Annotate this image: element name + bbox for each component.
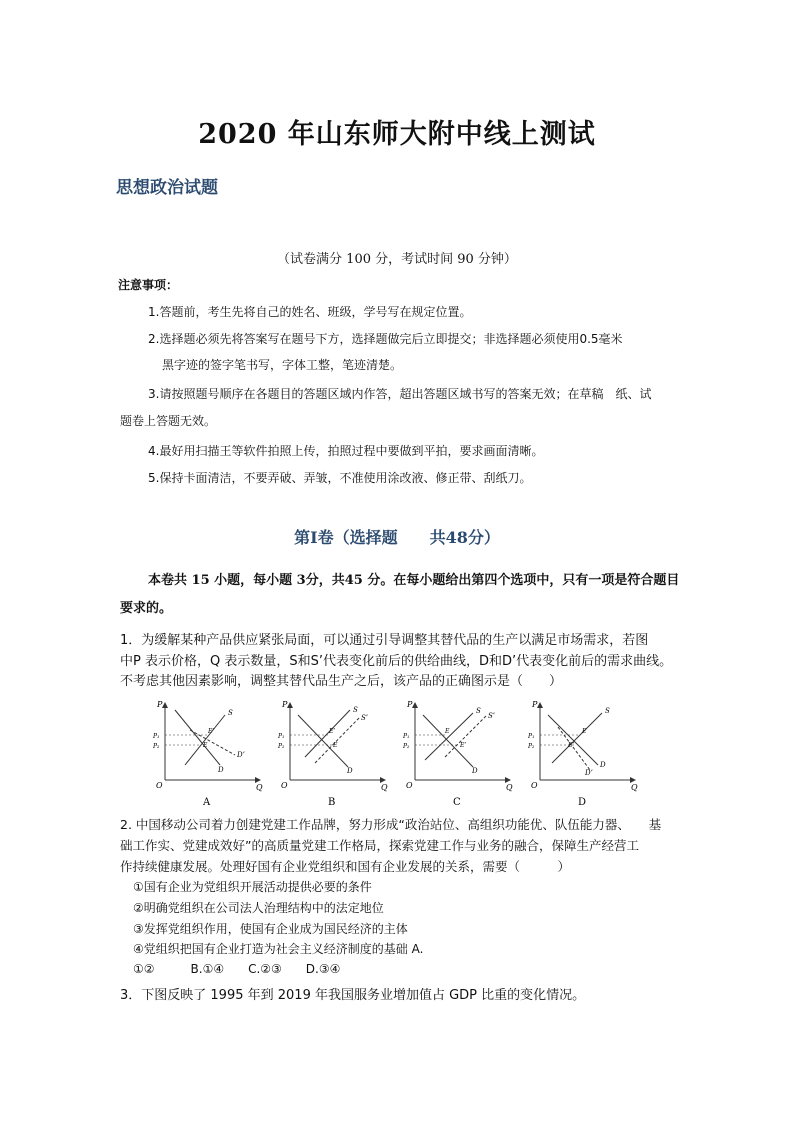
notice-item: 3.请按照题号顺序在各题目的答题区域内作答，超出答题区域书写的答案无效；在草稿 纸、试 (148, 387, 652, 401)
question-1-graphs (145, 695, 645, 810)
subject-title: 思想政治试题 (116, 178, 218, 198)
svg-text:S: S (476, 707, 481, 715)
page-title: 2020 年山东师大附中线上测试 (198, 119, 596, 150)
notice-item: 4.最好用扫描王等软件拍照上传，拍照过程中要做到平拍，要求画面清晰。 (148, 444, 544, 458)
graph-a (152, 700, 263, 808)
notice-heading: 注意事项： (118, 278, 179, 292)
question-3-text: 3．下图反映了 1995 年到 2019 年我国服务业增加值占 GDP 比重的变化情况。 (120, 988, 586, 1003)
svg-text:P₁: P₁ (528, 733, 535, 740)
svg-text:E’: E’ (329, 728, 336, 735)
svg-text:D’: D’ (237, 751, 245, 759)
svg-text:E: E (445, 728, 450, 735)
question-2-text: 作持续健康发展。处理好国有企业党组织和国有企业发展的关系，需要（ ） (120, 859, 571, 874)
svg-text:E’: E’ (208, 728, 215, 735)
svg-text:S’: S’ (488, 712, 496, 720)
section-title: 第Ⅰ卷（选择题 共48分） (294, 528, 500, 547)
svg-text:D: D (347, 767, 353, 775)
section-intro: 要求的。 (120, 601, 173, 616)
origin-label: O (156, 781, 163, 790)
option-label-a: A (203, 797, 211, 808)
svg-text:E’: E’ (460, 742, 467, 749)
graph-c (402, 700, 513, 808)
svg-text:Q: Q (381, 783, 388, 792)
svg-text:D: D (472, 767, 478, 775)
question-2-item: ③发挥党组织作用，使国有企业成为国民经济的主体 (133, 922, 408, 936)
svg-text:P₂: P₂ (528, 743, 535, 750)
svg-text:O: O (406, 781, 413, 790)
section-intro: 本卷共 15 小题，每小题 3分，共45 分。在每小题给出第四个选项中，只有一项是符合题目 (148, 573, 680, 588)
svg-text:P: P (532, 700, 538, 709)
svg-text:S: S (228, 709, 233, 717)
svg-text:E: E (333, 742, 338, 749)
svg-text:O: O (281, 781, 288, 790)
question-2-item: ①国有企业为党组织开展活动提供必要的条件 (133, 880, 372, 894)
svg-text:Q: Q (631, 783, 638, 792)
notice-item: 2.选择题必须先将答案写在题号下方，选择题做完后立即提交；非选择题必须使用0.5毫米 (148, 332, 623, 346)
question-2-text: 2. 中国移动公司着力创建党建工作品牌，努力形成“政治站位、高组织功能优、队伍能力器、 基 (120, 817, 662, 832)
svg-text:S’: S’ (361, 714, 369, 722)
svg-text:D: D (218, 766, 224, 774)
svg-text:E’: E’ (568, 742, 575, 749)
axis-p-label: P (157, 700, 163, 709)
svg-text:P₁: P₁ (403, 733, 410, 740)
question-1-text: 不考虑其他因素影响，调整其替代品生产之后，该产品的正确图示是（ ） (120, 674, 563, 689)
svg-text:O: O (531, 781, 538, 790)
option-label-d: D (578, 797, 587, 808)
svg-text:E: E (582, 728, 587, 735)
graph-d (527, 700, 638, 808)
svg-text:P: P (282, 700, 288, 709)
option-label-b: B (328, 797, 336, 808)
svg-text:D: D (600, 761, 606, 769)
notice-item: 黑字迹的签字笔书写，字体工整，笔迹清楚。 (162, 358, 403, 372)
svg-text:P₂: P₂ (278, 743, 285, 750)
question-1-text: 1．为缓解某种产品供应紧张局面，可以通过引导调整其替代品的生产以满足市场需求，若图 (120, 633, 649, 648)
notice-item: 5.保持卡面清洁，不要弄破、弄皱，不准使用涂改液、修正带、刮纸刀。 (148, 471, 532, 485)
svg-text:P₂: P₂ (403, 743, 410, 750)
svg-text:P: P (407, 700, 413, 709)
question-2-text: 础工作实、党建成效好”的高质量党建工作格局，探索党建工作与业务的融合，保障生产经营工 (120, 838, 639, 853)
graph-b (277, 700, 388, 808)
question-2-choices: ①② B.①④ C.②③ D.③④ (133, 962, 341, 976)
notice-item: 1.答题前，考生先将自己的姓名、班级，学号写在规定位置。 (148, 305, 472, 319)
svg-text:D’: D’ (585, 769, 593, 777)
exam-info: （试卷满分 100 分，考试时间 90 分钟） (277, 252, 517, 267)
svg-text:Q: Q (506, 783, 513, 792)
question-1-text: 中P 表示价格，Q 表示数量，S和S’代表变化前后的供给曲线，D和D’代表变化前后的需求曲线。 (120, 654, 673, 669)
svg-text:S: S (605, 707, 610, 715)
svg-text:S: S (353, 706, 358, 714)
notice-item: 题卷上答题无效。 (120, 414, 217, 428)
question-2-item: ④党组织把国有企业打造为社会主义经济制度的基础 A. (133, 942, 424, 956)
svg-text:P₂: P₂ (153, 743, 160, 750)
question-2-item: ②明确党组织在公司法人治理结构中的法定地位 (133, 901, 384, 915)
svg-text:P₁: P₁ (153, 733, 160, 740)
axis-q-label: Q (256, 783, 263, 792)
option-label-c: C (453, 797, 461, 808)
svg-text:P₁: P₁ (278, 733, 285, 740)
svg-text:E: E (203, 742, 208, 749)
